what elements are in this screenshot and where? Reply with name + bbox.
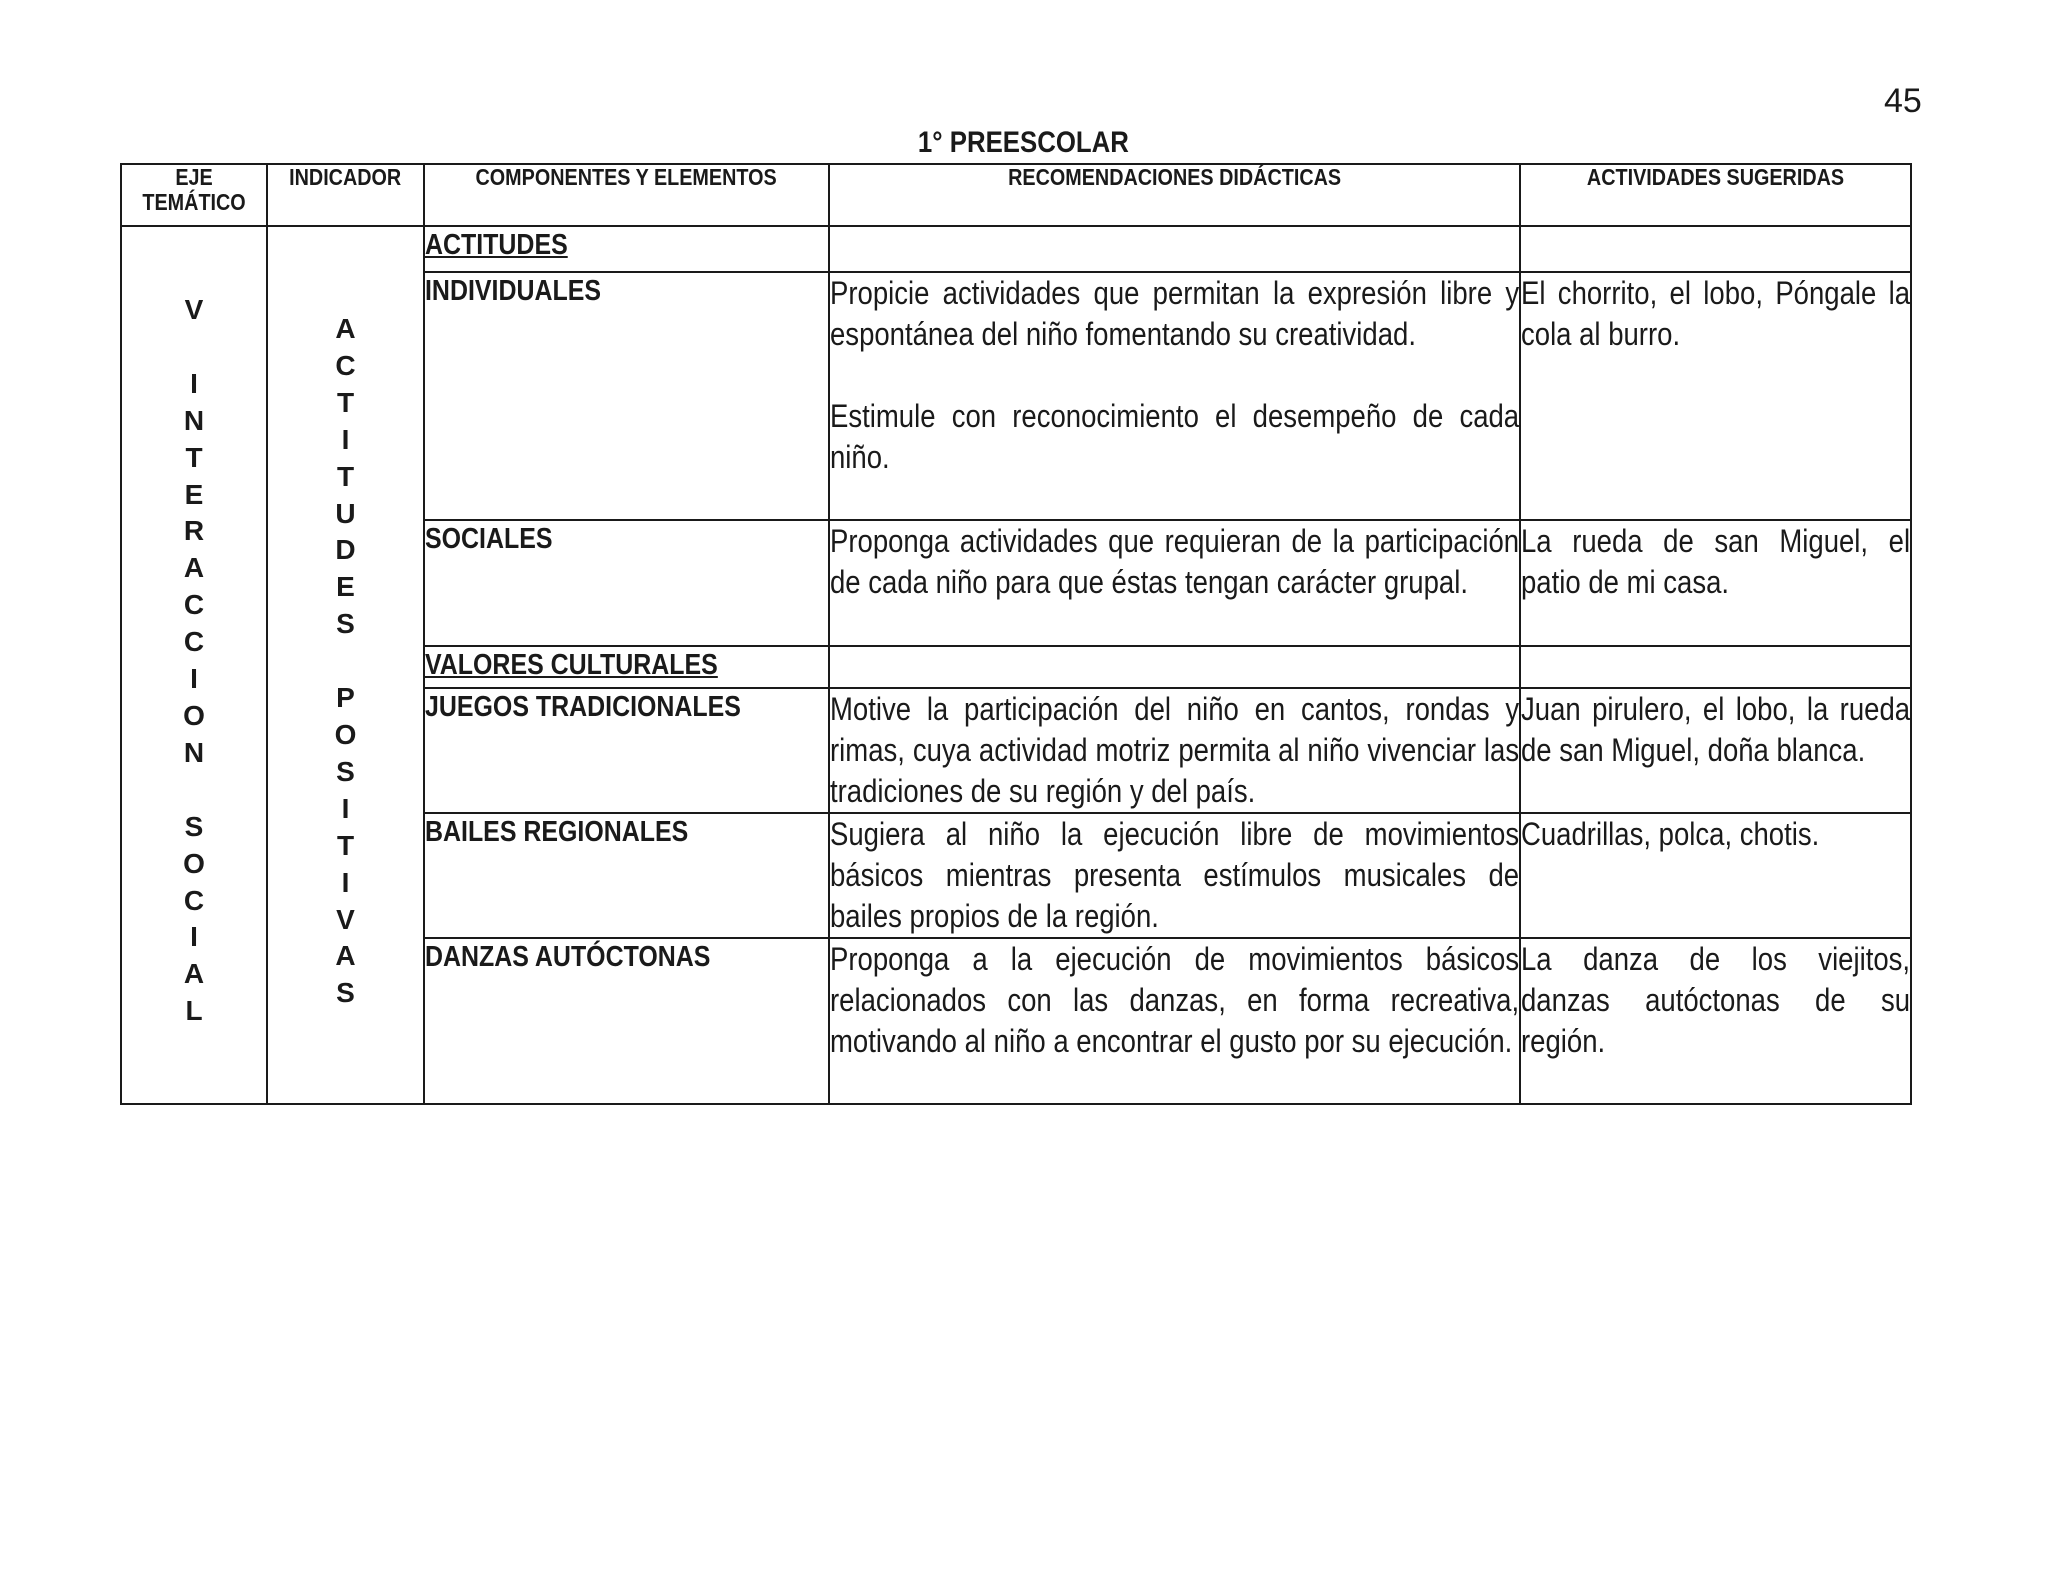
component-heading: ACTITUDES: [425, 229, 568, 261]
recommendation-text: Estimule con reconocimiento el desempeño de cada niño.: [830, 398, 1520, 475]
table-row: [121, 226, 1911, 272]
component-cell: [424, 520, 829, 646]
component-label: DANZAS AUTÓCTONAS: [425, 941, 711, 973]
component-label: SOCIALES: [425, 523, 553, 555]
activities-cell: [1520, 813, 1911, 938]
activities-text: El chorrito, el lobo, Póngale la cola al burro.: [1521, 275, 1911, 352]
recommendation-text: Proponga a la ejecución de movimientos básicos relacionados con las danzas, en forma recreativa, motivando al niño a encontrar el gusto por su ejecución.: [830, 941, 1520, 1059]
eje-tematico-cell: [121, 226, 267, 1104]
indicador-vertical-text: A C T I T U D E S P O S I T I V A S: [334, 313, 357, 1009]
activities-text: La danza de los viejitos, danzas autóctonas de su región.: [1521, 941, 1911, 1059]
page-number: 45: [1884, 82, 1922, 120]
activities-cell: [1520, 646, 1911, 688]
eje-tematico-vertical-text: V I N T E R A C C I O N S O C I A L: [183, 294, 205, 1027]
component-cell: [424, 226, 829, 272]
activities-cell: [1520, 272, 1911, 520]
activities-cell: [1520, 226, 1911, 272]
indicador-cell: [267, 226, 424, 1104]
recommendation-text: Motive la participación del niño en cantos, rondas y rimas, cuya actividad motriz permita al niño vivenciar las tradiciones de su región y del país.: [830, 691, 1520, 809]
recommendation-text: Propicie actividades que permitan la expresión libre y espontánea del niño fomentando su creatividad.: [830, 275, 1520, 352]
component-cell: [424, 813, 829, 938]
activities-text: Cuadrillas, polca, chotis.: [1521, 816, 1820, 852]
recommendation-text: Sugiera al niño la ejecución libre de movimientos básicos mientras presenta estímulos musicales de bailes propios de la región.: [830, 816, 1520, 934]
activities-cell: [1520, 688, 1911, 813]
recommendation-cell: [829, 813, 1520, 938]
header-actividades: ACTIVIDADES SUGERIDAS: [1520, 164, 1911, 226]
curriculum-table: [120, 163, 1912, 1105]
header-eje-tematico: EJE TEMÁTICO: [121, 164, 267, 226]
activities-text: La rueda de san Miguel, el patio de mi casa.: [1521, 523, 1911, 600]
activities-cell: [1520, 938, 1911, 1104]
table-title: 1° PREESCOLAR: [917, 126, 1129, 159]
component-label: INDIVIDUALES: [425, 275, 601, 307]
recommendation-text: Proponga actividades que requieran de la participación de cada niño para que éstas tengan carácter grupal.: [830, 523, 1520, 600]
header-recomendaciones: RECOMENDACIONES DIDÁCTICAS: [829, 164, 1520, 226]
component-cell: [424, 646, 829, 688]
recommendation-cell: [829, 688, 1520, 813]
component-heading: VALORES CULTURALES: [425, 649, 718, 681]
recommendation-cell: [829, 226, 1520, 272]
header-row: [121, 164, 1911, 226]
recommendation-cell: [829, 272, 1520, 520]
recommendation-cell: [829, 646, 1520, 688]
activities-cell: [1520, 520, 1911, 646]
header-componentes: COMPONENTES Y ELEMENTOS: [424, 164, 829, 226]
component-label: BAILES REGIONALES: [425, 816, 689, 848]
component-cell: [424, 272, 829, 520]
recommendation-cell: [829, 520, 1520, 646]
activities-text: Juan pirulero, el lobo, la rueda de san Miguel, doña blanca.: [1521, 691, 1911, 768]
component-label: JUEGOS TRADICIONALES: [425, 691, 741, 723]
component-cell: [424, 688, 829, 813]
component-cell: [424, 938, 829, 1104]
recommendation-cell: [829, 938, 1520, 1104]
header-indicador: INDICADOR: [267, 164, 424, 226]
